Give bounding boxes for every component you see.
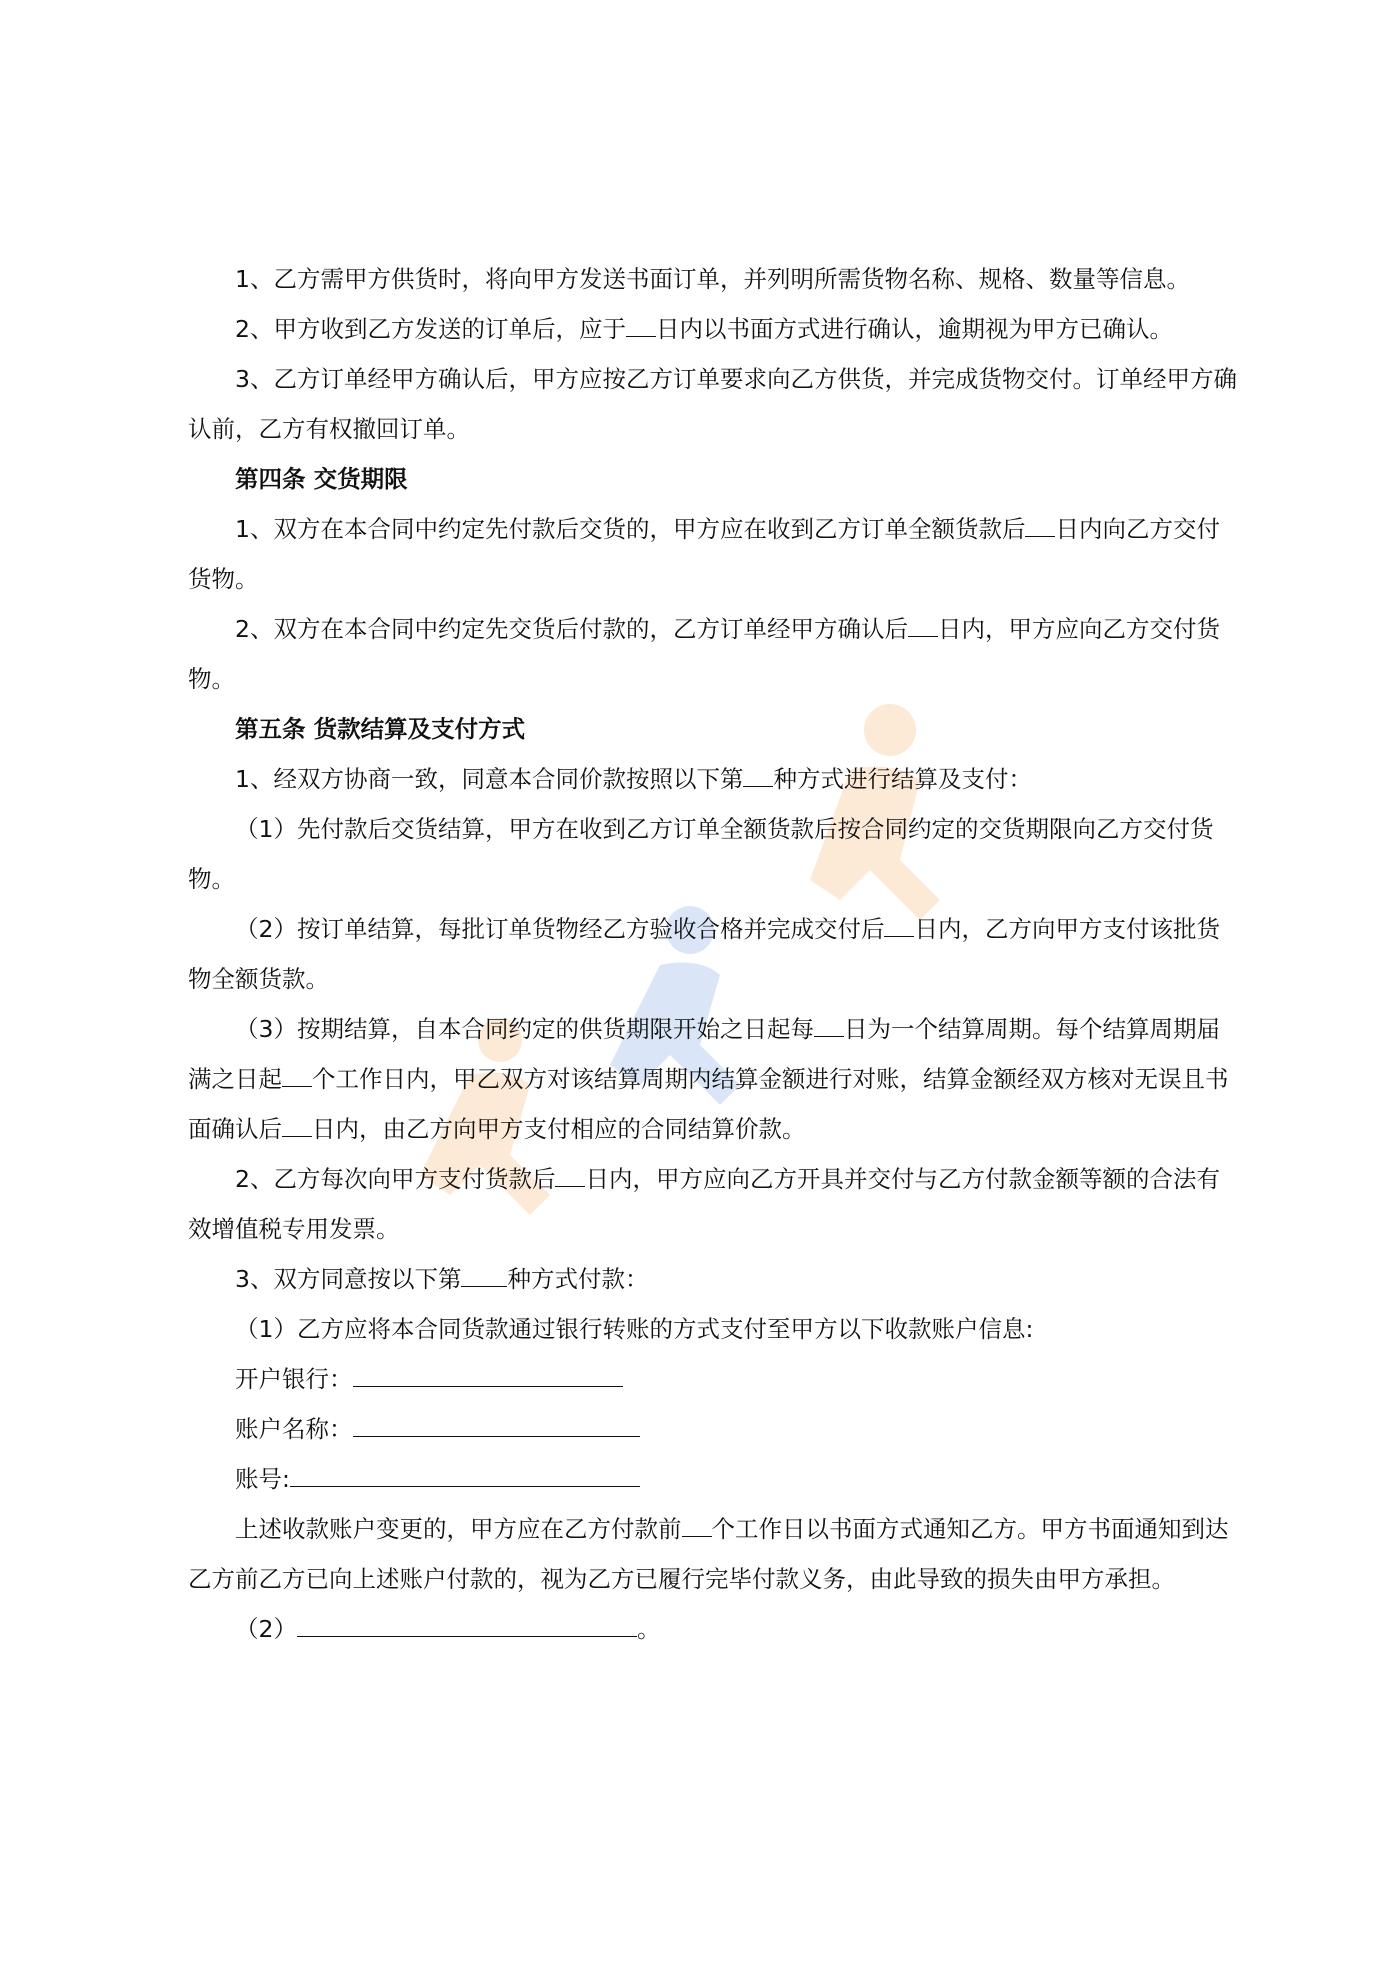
- blank-line: [1025, 510, 1055, 537]
- blank-line: [282, 1110, 312, 1137]
- text: 个工作日以书面方式通知乙方。甲方书面通知到达乙方前乙方已向上述账户付款的，视为乙方已履行完毕付款义务，由此导致的损失由甲方承担。: [188, 1515, 1229, 1593]
- paragraph-delivery-1: [188, 504, 1238, 604]
- text: 2、甲方收到乙方发送的订单后，应于: [235, 315, 626, 343]
- text: 。: [636, 1615, 661, 1643]
- paragraph-order-2: [188, 304, 1238, 354]
- paragraph-bank-transfer: （1）乙方应将本合同货款通过银行转账的方式支付至甲方以下收款账户信息:: [235, 1315, 1034, 1343]
- text: 日内以书面方式进行确认，逾期视为甲方已确认。: [655, 315, 1173, 343]
- field-account-number: [188, 1454, 1238, 1504]
- text: 3、双方同意按以下第: [235, 1265, 462, 1293]
- paragraph-item-2: [188, 1604, 1238, 1654]
- paragraph-settlement-1: [188, 754, 1238, 804]
- field-bank: [188, 1354, 1238, 1404]
- document-body: [188, 254, 1238, 1654]
- text: 日内，乙方向甲方支付该批货物全额货款。: [188, 915, 1220, 993]
- paragraph-settlement-1-1: （1）先付款后交货结算，甲方在收到乙方订单全额货款后按合同约定的交货期限向乙方交付货物。: [188, 815, 1214, 893]
- blank-line: [626, 310, 656, 337]
- field-label: 账号:: [235, 1465, 290, 1493]
- text: （2）按订单结算，每批订单货物经乙方验收合格并完成交付后: [235, 915, 885, 943]
- paragraph-order-1: 1、乙方需甲方供货时，将向甲方发送书面订单，并列明所需货物名称、规格、数量等信息。: [235, 265, 1190, 293]
- blank-line: [353, 1410, 640, 1437]
- blank-line: [461, 1260, 507, 1287]
- blank-line: [908, 610, 938, 637]
- text: 日为一个结算周期。每个结算周期届满之日起: [188, 1015, 1220, 1093]
- heading-article-4: 第四条 交货期限: [235, 465, 408, 493]
- text: 2、双方在本合同中约定先交货后付款的，乙方订单经甲方确认后: [235, 615, 908, 643]
- field-label: 账户名称：: [235, 1415, 353, 1443]
- paragraph-settlement-1-3: [188, 1004, 1238, 1154]
- text: 日内，由乙方向甲方支付相应的合同结算价款。: [312, 1115, 806, 1143]
- text: 个工作日内，甲乙双方对该结算周期内结算金额进行对账，结算金额经双方核对无误且书面确认后: [188, 1065, 1229, 1143]
- blank-line: [743, 760, 773, 787]
- paragraph-account-change: [188, 1504, 1238, 1604]
- blank-line: [353, 1360, 623, 1387]
- paragraph-settlement-1-2: [188, 904, 1238, 1004]
- paragraph-order-3: 3、乙方订单经甲方确认后，甲方应按乙方订单要求向乙方供货，并完成货物交付。订单经甲方确认前，乙方有权撤回订单。: [188, 365, 1237, 443]
- text: 种方式进行结算及支付：: [773, 765, 1032, 793]
- text: （2）: [235, 1615, 297, 1643]
- field-account-name: [188, 1404, 1238, 1454]
- blank-line: [555, 1160, 585, 1187]
- blank-line: [884, 910, 914, 937]
- text: 上述收款账户变更的，甲方应在乙方付款前: [235, 1515, 682, 1543]
- blank-line: [814, 1010, 844, 1037]
- paragraph-invoice: [188, 1154, 1238, 1254]
- text: 1、经双方协商一致，同意本合同价款按照以下第: [235, 765, 744, 793]
- blank-line: [297, 1610, 637, 1637]
- blank-line: [282, 1060, 312, 1087]
- blank-line: [290, 1460, 640, 1487]
- blank-line: [682, 1510, 712, 1537]
- paragraph-payment-method: [188, 1254, 1238, 1304]
- text: 2、乙方每次向甲方支付货款后: [235, 1165, 556, 1193]
- text: 1、双方在本合同中约定先付款后交货的，甲方应在收到乙方订单全额货款后: [235, 515, 1026, 543]
- text: 种方式付款：: [507, 1265, 649, 1293]
- heading-article-5: 第五条 货款结算及支付方式: [235, 715, 526, 743]
- text: 日内向乙方交付货物。: [188, 515, 1220, 593]
- paragraph-delivery-2: [188, 604, 1238, 704]
- field-label: 开户银行：: [235, 1365, 353, 1393]
- text: 日内，甲方应向乙方交付货物。: [188, 615, 1220, 693]
- text: （3）按期结算，自本合同约定的供货期限开始之日起每: [235, 1015, 814, 1043]
- text: 日内，甲方应向乙方开具并交付与乙方付款金额等额的合法有效增值税专用发票。: [188, 1165, 1220, 1243]
